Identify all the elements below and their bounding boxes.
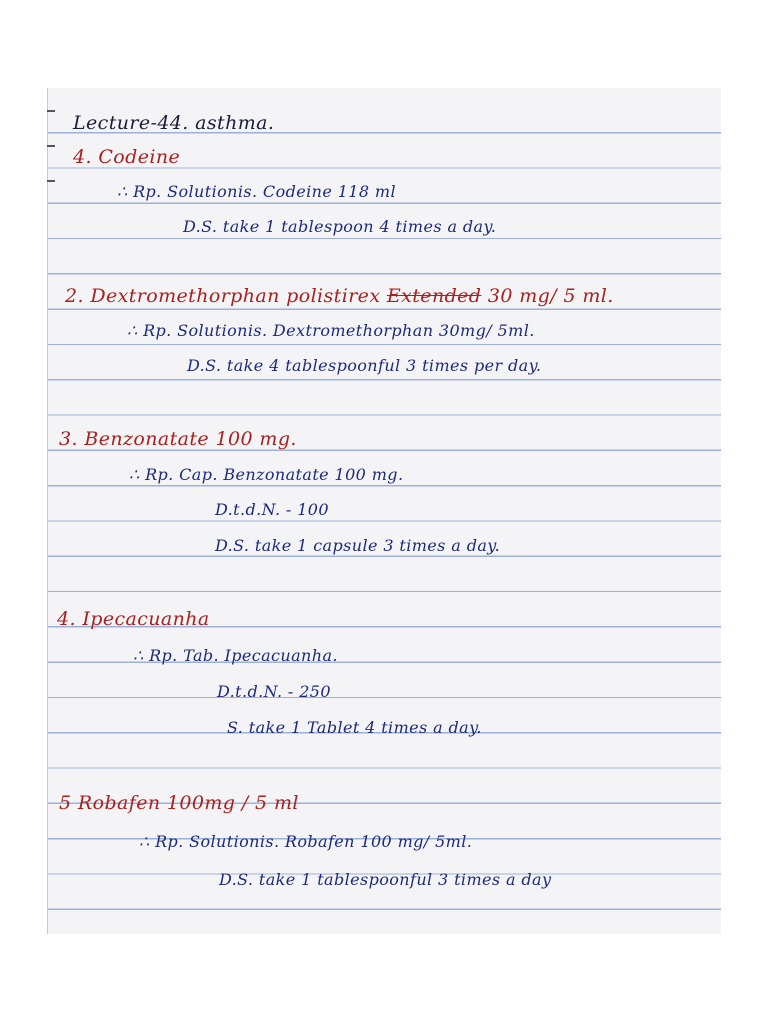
dosage-line: S. take 1 Tablet 4 times a day. (227, 718, 482, 737)
prescription-line: ∴ Rp. Solutionis. Robafen 100 mg/ 5ml. (139, 832, 473, 851)
prescription-line: ∴ Rp. Tab. Ipecacuanha. (133, 646, 338, 665)
section-heading-dextromethorphan (65, 285, 614, 307)
prescription-line: ∴ Rp. Cap. Benzonatate 100 mg. (129, 465, 404, 484)
quantity-line: D.t.d.N. - 100 (215, 500, 329, 519)
prescription-line: ∴ Rp. Solutionis. Dextromethorphan 30mg/ 5ml. (127, 321, 535, 340)
section-heading-robafen: 5 Robafen 100mg / 5 ml (59, 792, 299, 814)
prescription-line: ∴ Rp. Solutionis. Codeine 118 ml (117, 182, 397, 201)
heading-dose: 30 mg/ 5 ml. (487, 285, 614, 307)
dosage-line: D.S. take 1 tablespoonful 3 times a day (219, 870, 552, 889)
page-margin-line (47, 88, 48, 934)
section-heading-ipecacuanha: 4. Ipecacuanha (57, 608, 210, 630)
notebook-page (47, 88, 721, 934)
section-heading-benzonatate: 3. Benzonatate 100 mg. (59, 428, 297, 450)
margin-tick (47, 110, 55, 112)
page-title: Lecture-44. asthma. (73, 112, 275, 134)
dosage-line: D.S. take 1 tablespoon 4 times a day. (183, 217, 497, 236)
dosage-line: D.S. take 4 tablespoonful 3 times per day. (187, 356, 542, 375)
struck-word: Extended (386, 285, 482, 307)
margin-tick (47, 180, 55, 182)
quantity-line: D.t.d.N. - 250 (217, 682, 331, 701)
heading-text: 2. Dextromethorphan polistirex (65, 285, 381, 307)
margin-tick (47, 145, 55, 147)
dosage-line: D.S. take 1 capsule 3 times a day. (215, 536, 501, 555)
section-heading-codeine: 4. Codeine (73, 146, 181, 168)
